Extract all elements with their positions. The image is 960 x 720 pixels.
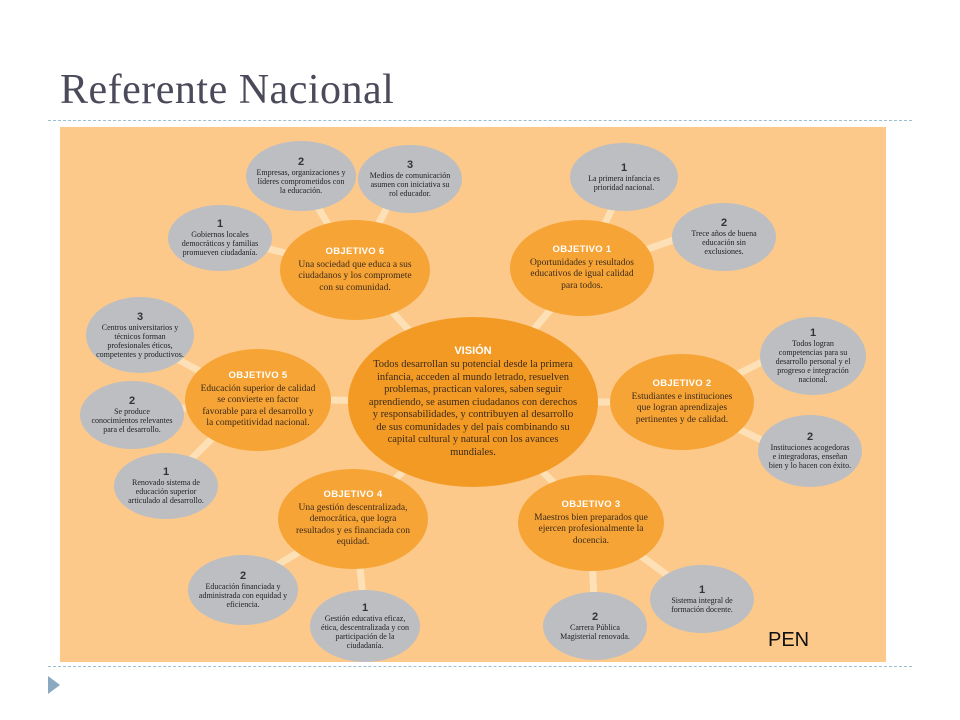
objective-2-item-2-number: 2: [806, 431, 814, 443]
objective-3-heading: OBJETIVO 3: [561, 499, 621, 510]
objective-6-item-2-text: Empresas, organizaciones y líderes comprometidos con la educación.: [256, 168, 346, 195]
footer-divider: [48, 666, 912, 667]
objective-6-item-1: [168, 205, 272, 271]
objective-5-item-3-text: Centros universitarios y técnicos forman profesionales éticos, competentes y productivos.: [96, 322, 184, 359]
objective-2-heading: OBJETIVO 2: [652, 378, 712, 389]
objective-5-text: Educación superior de calidad se convierte en factor favorable para el desarrollo y la competitividad nacional.: [200, 383, 316, 429]
title-divider: [48, 120, 912, 121]
vision-heading: VISIÓN: [454, 344, 492, 357]
objective-1-text: Oportunidades y resultados educativos de igual calidad para todos.: [530, 257, 634, 291]
objective-6-heading: OBJETIVO 6: [325, 246, 385, 257]
objective-6-item-2: [246, 141, 356, 211]
objective-1-item-1: [570, 143, 678, 211]
objective-4-item-2-text: Educación financiada y administrada con equidad y eficiencia.: [198, 582, 288, 609]
objective-1-heading: OBJETIVO 1: [552, 244, 612, 255]
objective-1-item-2-number: 2: [720, 217, 728, 229]
objective-3-item-2: [543, 592, 647, 660]
objective-5-item-1: [114, 453, 218, 519]
objective-4-bubble: [278, 469, 428, 569]
objective-4-item-1-number: 1: [361, 601, 369, 614]
objective-6-item-1-number: 1: [216, 218, 224, 230]
objective-2-text: Estudiantes e instituciones que logran aprendizajes pertinentes y de calidad.: [631, 391, 733, 425]
objective-5-heading: OBJETIVO 5: [228, 370, 288, 382]
objective-2-bubble: [610, 354, 754, 450]
objective-5-bubble: [185, 349, 331, 451]
objective-3-item-2-number: 2: [591, 610, 599, 623]
objective-6-item-3-text: Medios de comunicación asumen con iniciativa su rol educador.: [369, 171, 451, 198]
objective-2-item-1: [760, 317, 866, 395]
objective-1-item-2-text: Trece años de buena educación sin exclusiones.: [691, 229, 757, 256]
objective-5-item-2-number: 2: [128, 395, 136, 407]
vision-text: Todos desarrollan su potencial desde la primera infancia, acceden al mundo letrado, resuelven problemas, practican valores, saben seguir aprendiendo, se asumen ciudadanos con derechos y responsabilidades, y contribuyen al desarrollo de sus comunidades y del país combinando su capital cultural y natural con los avances mundiales.: [368, 359, 578, 458]
objective-4-item-1: [310, 590, 420, 662]
objective-6-item-3-number: 3: [406, 159, 414, 171]
objective-3-item-1-text: Sistema integral de formación docente.: [671, 595, 733, 614]
objective-5-item-3-number: 3: [136, 310, 144, 323]
objective-1-bubble: [510, 220, 654, 316]
objective-1-item-1-number: 1: [620, 161, 628, 174]
objective-2-item-2: [758, 415, 862, 487]
objective-5-item-1-number: 1: [162, 466, 170, 478]
source-label: PEN: [768, 629, 810, 651]
slide-title: Referente Nacional: [60, 67, 395, 113]
objective-3-item-1: [650, 565, 754, 633]
objective-2-item-1-number: 1: [809, 327, 817, 339]
objective-1-item-2: [672, 203, 776, 271]
objective-4-heading: OBJETIVO 4: [323, 489, 383, 501]
objective-5-item-1-text: Renovado sistema de educación superior articulado al desarrollo.: [128, 478, 204, 505]
objective-3-item-1-number: 1: [698, 583, 706, 596]
vision-bubble: [348, 317, 598, 487]
objective-2-item-1-text: Todos logran competencias para su desarrollo personal y el progreso e integración nacional.: [775, 339, 851, 384]
objective-5-item-2-text: Se produce conocimientos relevantes para el desarrollo.: [91, 407, 173, 434]
objective-4-item-2: [188, 555, 298, 625]
objective-5-item-3: [86, 297, 194, 373]
objective-4-item-1-text: Gestión educativa eficaz, ética, descentralizada y con participación de la ciudadanía.: [321, 613, 409, 650]
objective-6-item-2-number: 2: [297, 156, 305, 168]
objective-4-text: Una gestión descentralizada, democrática, que logra resultados y es financiada con equidad.: [296, 502, 410, 548]
objective-6-item-1-text: Gobiernos locales democráticos y familias promueven ciudadanía.: [181, 230, 259, 257]
play-arrow-icon: [48, 676, 60, 694]
objective-2-item-2-text: Instituciones acogedoras e integradoras, enseñan bien y lo hacen con éxito.: [768, 443, 852, 470]
objective-4-item-2-number: 2: [239, 570, 247, 582]
objective-3-bubble: [518, 475, 664, 571]
objective-6-item-3: [358, 145, 462, 213]
objective-6-bubble: [280, 220, 430, 320]
pen-diagram-panel: [60, 127, 886, 662]
objective-3-item-2-text: Carrera Pública Magisterial renovada.: [560, 622, 630, 641]
objective-5-item-2: [80, 381, 184, 449]
objective-1-item-1-text: La primera infancia es prioridad nacional.: [588, 173, 660, 192]
objective-6-text: Una sociedad que educa a sus ciudadanos y los compromete con su comunidad.: [298, 259, 412, 293]
objective-3-text: Maestros bien preparados que ejercen profesionalmente la docencia.: [534, 512, 648, 546]
